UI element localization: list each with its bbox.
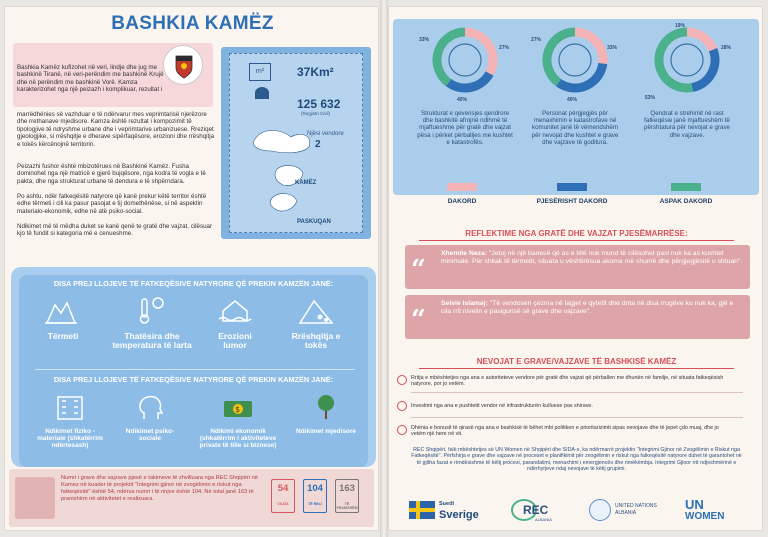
counter-label: TË PRANISHËM [336, 502, 358, 510]
tree-icon [306, 391, 346, 423]
impact-types-heading: DISA PREJ LLOJEVE TË FATKEQËSIVE NATYRORE QË PREKIN KAMZËN JANË: [53, 375, 334, 384]
unwomen-label: WOMEN [685, 511, 725, 522]
donut-segment [659, 32, 692, 88]
impact-label: Ndikimet mjedisore [296, 428, 356, 435]
quote-body: "Të vendosen çezma në lagjet e qytetit dhe drita në disa rrugëve ku nuk ka, gjë e cila rrit nivelin e pasigurisë së grave dhe vajzave". [441, 300, 734, 316]
donut-segment [575, 32, 603, 64]
quote-author: Selvie Islamaj: [441, 300, 488, 307]
building-icon [50, 391, 90, 423]
un-label: UNITED NATIONS [615, 503, 657, 509]
support-statement: REC Shqipëri, falë mbështetjes së UN Women në Shqipëri dhe SIDA-s, ka ndërmarrë projektin "Integrimi Gjinor në Zvogëlimin e Riskut nga Fatkeqësitë". Përfshirja e grave dhe vajzave në proceset e planifikimit për zvogëlimin e riskut nga fatkeqësitë natyrore duhet të garantohet në të gjitha fazat e rëndësishme të këtij procesi, parandalimi, menaxhimi i emergjencës dhe rimëkëmbja. Integrimi Gjinor rrit ndjeshmërinë e ndërhyrjeve ndaj nevojave të këtij grupimi. [411, 447, 742, 473]
donut-segment [559, 64, 603, 88]
pct-label: 33% [607, 45, 618, 51]
divider [35, 369, 355, 370]
quote-mark-icon: “ [411, 305, 426, 335]
sweden-flag-icon [409, 501, 435, 519]
quote-text [441, 300, 745, 316]
municipality-map [241, 117, 351, 227]
impact-label: Ndikimi ekonomik (shkatërrim i aktiviteteve private të tille si biznese) [199, 428, 277, 449]
counter-value: 163 [339, 483, 355, 494]
quote-text [441, 250, 745, 266]
money-icon [218, 391, 258, 423]
disaster-types-heading: DISA PREJ LLOJEVE TË FATKEQËSIVE NATYRORE QË PREKIN KAMZËN JANË: [53, 279, 334, 288]
map-label-paskuqan: PASKUQAN [297, 219, 331, 225]
disaster-item [41, 295, 85, 341]
legend-label: PJESËRISHT DAKORD [536, 198, 608, 205]
disaster-label: Thatësira dhe temperatura të larta [112, 331, 192, 350]
map-label-kamez: KAMËZ [295, 180, 317, 186]
need-item: Dhënia e bonusit të qirasë nga ana e bashkisë të bëhet mbi politiken e prioritarizimit sipas nevojave dhe të jepet çdo muaj, dhe jo vetëm një here në vit. [411, 425, 719, 438]
quote-body: "Jetoj në një banesë që as e tillë nuk mund të cilësohet pasi nuk ka as kushtet minimale. Për shkak të tërmetit, situata u vështirësua akoma më shumë dhe përgjegjësitë u shtuan". [441, 250, 743, 266]
pct-label: 19% [675, 23, 686, 29]
left-page [4, 6, 379, 531]
heading-underline [419, 240, 734, 241]
people-icon [15, 477, 55, 519]
population-icon [255, 87, 269, 99]
impact-item [291, 391, 361, 435]
disaster-label: Rrëshqitja e tokës [291, 331, 341, 350]
donut-segment [687, 32, 713, 50]
impact-label: Ndikimet psiko-sociale [125, 428, 175, 442]
population-value: 125 632 [297, 97, 341, 111]
survey-statement: Strukturat e qeverisjes qendrore dhe bashkitë afrojnë ndihmë të mjaftueshme për gratë dhe vajzat pësa i përket përballjes me kushtet e katastrofës. [417, 110, 513, 146]
disaster-item [111, 295, 193, 350]
un-label: ALBANIA [615, 510, 637, 516]
survey-statement: Qendrat e strehimit në rast fatkeqësie janë mjaftueshëm të përshtatura për nevojat e grave dhe vajzave. [644, 110, 730, 139]
rec-label: REC [523, 503, 549, 517]
earthquake-icon [41, 295, 81, 327]
svg-text:$: $ [235, 405, 241, 414]
divider [411, 417, 743, 418]
need-item: Rritja e mbështetjes nga ana e autoriteteve vendore për gratë dhe vajzat që përballen me dhunën në familje, në situata fatkeqësish natyrore, por jo vetëm. [411, 375, 724, 388]
impact-item [35, 391, 105, 449]
pct-label: 33% [419, 37, 430, 43]
unwomen-label: UN [685, 497, 704, 512]
sweden-label: Sverige [439, 509, 479, 521]
legend-swatch-disagree [671, 183, 701, 191]
participation-text: Numri i grave dhe vajzave pjesë e takimeve të zhvilluara nga REC Shqipëri në Kamez në kuader të projektit "Integrimi gjinor në zvogëlimin e riskut nga fatkeqësitë" është 54, ndërsa numri i të rinjve është 104. Në total janë 163 të pranishëm në aktivitetet e realizuara. [61, 475, 258, 502]
donut-chart-2 [540, 25, 610, 95]
divider [411, 392, 743, 393]
pct-label: 40% [457, 97, 468, 103]
donut-chart-1 [430, 25, 500, 95]
counter-label: VAJZA [277, 502, 289, 506]
flood-house-icon [215, 295, 255, 327]
need-icon [397, 425, 407, 435]
impact-item [115, 391, 185, 442]
survey-statement: Personat përgjegjës për menaxhimin e katastrofave në komunitet janë të vëmendshëm për nevojat dhe kushtet e grave dhe vajzave të goditura. [531, 110, 619, 146]
right-page [388, 6, 763, 531]
sweden-label: Suedi [439, 501, 454, 507]
units-value: 2 [315, 139, 321, 150]
rec-sublabel: ALBANIA [535, 517, 552, 522]
body-text-1: marrëdhënies së vazhduar e të ndërvarur mes veprimtarisë njerëzore dhe rrethanave mjedisore. Kamza është rezultat i kompozimit të tipologjive të ndryshme urbane dhe i veprimtarive urbanizuese. Rreziqet gjeologjike, si rrëshqitje e dherave sipërfaqësore, erozioni dhe rrëshqitja e tokës kërcënojnë territorin. [17, 111, 215, 148]
population-source: (Regjistri Civil) [301, 111, 330, 116]
counter-girls [271, 479, 295, 513]
quote-mark-icon: “ [411, 255, 426, 285]
disaster-item [209, 295, 261, 350]
heading-underline [419, 368, 734, 369]
counter-total [335, 479, 359, 513]
legend-label: DAKORD [447, 198, 477, 205]
donut-chart-3 [652, 25, 722, 95]
needs-heading: NEVOJAT E GRAVE/VAJZAVE TË BASHKISË KAMËZ [476, 357, 677, 366]
impact-label: Ndikimet fiziko - materiale (shkatërrim ndërtesash) [37, 428, 103, 449]
body-text-4: Ndikimet më të mëdha duket se kanë qenë te gratë dhe vajzat, cilësuar kjo të fundit si kategoria më e cenueshme. [17, 223, 213, 238]
temperature-icon [132, 295, 172, 327]
disaster-label: Erozioni lumor [218, 331, 252, 350]
legend-swatch-agree [447, 183, 477, 191]
disaster-label: Tërmeti [47, 331, 79, 341]
survey-card-1 [417, 25, 513, 146]
head-icon [130, 391, 170, 423]
donut-segment [692, 50, 715, 88]
units-label: Njësi vendore [307, 131, 344, 137]
area-value: 37Km² [297, 65, 334, 79]
pct-label: 27% [531, 37, 542, 43]
legend-label: ASPAK DAKORD [659, 198, 713, 205]
reflections-heading: REFLEKTIME NGA GRATË DHE VAJZAT PJESËMARRËSE: [465, 229, 688, 238]
area-icon: m² [249, 63, 271, 81]
body-text-3: Po ashtu, ndër fatkeqësitë natyrore që kanë prekur këtë territor është edhe tërmeti i cili ka pasur pasojat e tij domethënëse, si në aspektin materialo-ekonomik, edhe në atë psiko-social. [17, 193, 207, 215]
need-icon [397, 401, 407, 411]
pct-label: 28% [721, 45, 732, 51]
impact-item [195, 391, 281, 449]
legend-swatch-partly [557, 183, 587, 191]
counter-value: 104 [307, 483, 323, 494]
need-item: Investimi nga ana e pushtetit vendor në infrastrukturën kulluese pas shirave. [411, 403, 593, 409]
counter-youth [303, 479, 327, 513]
pct-label: 27% [499, 45, 510, 51]
landslide-icon [296, 295, 336, 327]
quote-card [405, 295, 750, 339]
survey-card-2 [527, 25, 623, 146]
un-emblem-icon [589, 499, 611, 521]
counter-value: 54 [277, 483, 289, 494]
quote-author: Xhemile Neza: [441, 250, 488, 257]
kamez-crest-logo [163, 45, 203, 85]
survey-card-3 [639, 25, 735, 139]
disaster-item [283, 295, 349, 350]
body-text-2: Peizazhi fushor është mbizotërues në Bashkinë Kamëz. Fusha dominohet nga një matricë e gjerë bujqësore, nga kodra të vogla e të pakta, dhe nga strukturat urbane të dendura e të shpërndara. [17, 163, 206, 185]
pct-label: 40% [567, 97, 578, 103]
counter-label: TË RINJ [308, 502, 322, 506]
need-icon [397, 375, 407, 385]
quote-card [405, 245, 750, 289]
pct-label: 53% [645, 95, 656, 101]
intro-text: Bashkia Kamëz kufizohet në veri, lindje dhe jug me bashkinë Tiranë, në veri-perëndim me bashkinë Krujë dhe në perëndim me bashkinë Vorë. Kamza karakterizohet nga një peizazh i komplikuar, rezultat i [17, 64, 164, 94]
binding-spine [380, 0, 388, 537]
page-title: BASHKIA KAMËZ [111, 13, 274, 34]
